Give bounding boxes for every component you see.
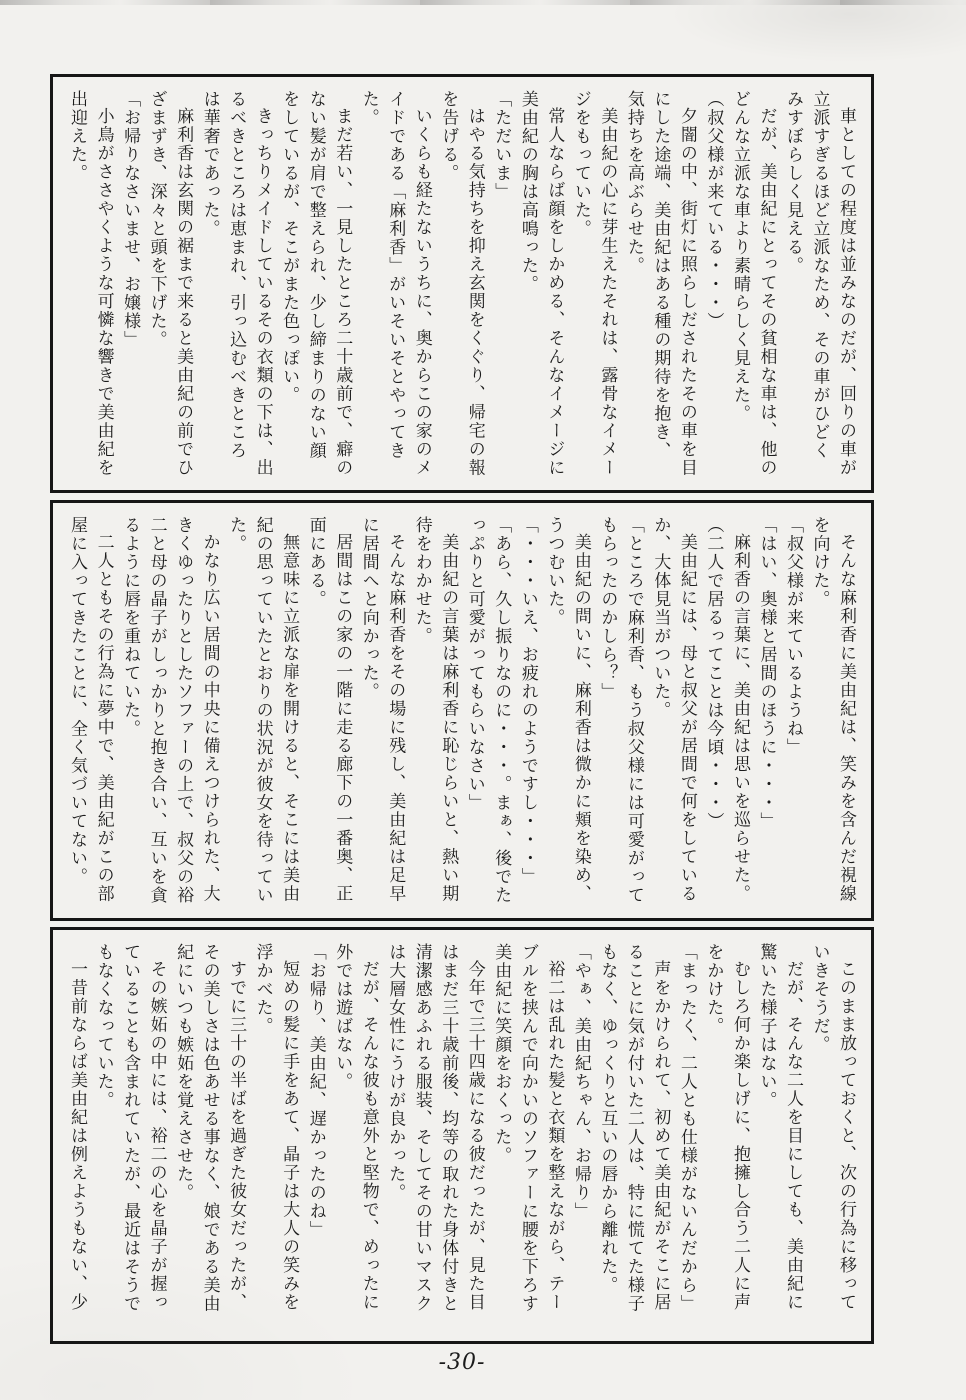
paragraph: 美由紀の心に芽生えたそれは、露骨なイメージをもっていた。: [570, 90, 618, 477]
paragraph: まだ若い、一見したところ二十歳前で、癖のない髪が肩で整えられ、少し締まりのない顔をしているが、そこがまた色っぽい。: [279, 90, 353, 477]
text-section-middle: [50, 500, 874, 921]
paragraph: むしろ何か楽しげに、抱擁し合う二人に声をかけた。: [703, 943, 750, 1312]
paragraph: 「ところで麻利香、もう叔父様には可愛がってもらったのかしら？」: [597, 516, 644, 905]
paragraph: このまま放っておくと、次の行為に移っていきそうだ。: [809, 943, 856, 1312]
paragraph: 美由紀の言葉は麻利香に恥じらいと、熱い期待をわかせた。: [411, 516, 459, 903]
scan-edge-artifact: [0, 0, 966, 5]
paragraph: 「あら、久し振りなのに・・・。まぁ、後でたっぷりと可愛がってもらいなさい」: [464, 516, 512, 905]
paragraph: その嫉妬の中には、裕二の心を晶子が握っていることも含まれていたが、最近はそうでもなくなっていた。: [93, 943, 167, 1313]
text-section-top: [50, 74, 874, 493]
paragraph: そんな麻利香に美由紀は、笑みを含んだ視線を向けた。: [809, 516, 856, 903]
paragraph: 居間はこの家の一階に走る廊下の一番奥、正面にある。: [305, 516, 353, 903]
paragraph: 「叔父様が来ているようね」: [782, 516, 803, 757]
paragraph: 二人ともその行為に夢中で、美由紀がこの部屋に入ってきたことに、全く気づいてない。: [67, 516, 114, 903]
paragraph: 「はい、奥様と居間のほうに・・・」: [756, 516, 777, 831]
paragraph: 一昔前ならば美由紀は例えようもない、少: [67, 960, 88, 1312]
paragraph: だが、そんな二人を目にしても、美由紀に驚いた様子はない。: [756, 943, 803, 1312]
paragraph: 今年で三十四歳になる彼だったが、見た目はまだ三十歳前後、均等の取れた身体付きと清潔感あふれる服装、そしてその甘いマスクは大層女性にうけが良かった。: [385, 943, 485, 1313]
paragraph: 車としての程度は並みなのだが、回りの車が立派すぎるほど立派なため、その車がひどくみすぼらしく見える。: [782, 90, 856, 477]
paragraph: いくらも経たないうちに、奥からこの家のメイドである「麻利香」がいそいそとやってきた。: [358, 90, 432, 477]
paragraph: 裕二は乱れた髪と衣類を整えながら、テーブルを挟んで向かいのソファーに腰を下ろす美由紀に笑顔をおくった。: [491, 943, 565, 1313]
paragraph: 「お帰りなさいませ、お嬢様」: [120, 90, 141, 349]
paragraph: 小鳥がささやくような可憐な響きで美由紀を出迎えた。: [67, 90, 114, 477]
paragraph: 「ただいま」: [491, 90, 512, 201]
paragraph: だが、そんな彼も意外と堅物で、めったに外では遊ばない。: [332, 943, 379, 1312]
paragraph: 無意味に立派な扉を開けると、そこには美由紀の思っていたとおりの状況が彼女を待っていた。: [226, 516, 300, 905]
paragraph: （叔父様が来ている・・・）: [703, 90, 724, 331]
paragraph: はやる気持ちを抑え玄関をくぐり、帰宅の報を告げる。: [438, 90, 485, 477]
paragraph: 「・・・いえ、お疲れのようですし・・・」: [517, 516, 538, 886]
paragraph: そんな麻利香をその場に残し、美由紀は足早に居間へと向かった。: [358, 516, 406, 903]
paragraph: （二人で居るってことは今頃・・・）: [703, 516, 724, 831]
paragraph: だが、美由紀にとってその貧相な車は、他のどんな立派な車より素晴らしく見えた。: [729, 90, 777, 477]
paragraph: 「お帰り、美由紀、遅かったのね」: [305, 943, 326, 1239]
paragraph: 「やぁ、美由紀ちゃん、お帰り」: [570, 943, 591, 1221]
paragraph: 夕闇の中、街灯に照らしだされたその車を目にした途端、美由紀はある種の期待を抱き、気持ちを高ぶらせた。: [623, 90, 697, 477]
paragraph: 短めの髪に手をあて、晶子は大人の笑みを浮かべた。: [252, 943, 300, 1312]
paragraph: かなり広い居間の中央に備えつけられた、大きくゆったりとしたソファーの上で、叔父の裕二と母の晶子がしっかりと抱き合い、互いを貪るように唇を重ねていた。: [120, 516, 220, 905]
text-section-bottom: [50, 927, 874, 1344]
paragraph: 美由紀には、母と叔父が居間で何をしているか、大体見当がついた。: [650, 516, 697, 903]
paragraph: 麻利香の言葉に、美由紀は思いを巡らせた。: [729, 533, 750, 903]
paragraph: 美由紀の問いに、麻利香は微かに頬を染め、うつむいた。: [544, 516, 591, 903]
paragraph: 常人ならば顔をしかめる、そんなイメージに美由紀の胸は高鳴った。: [517, 90, 565, 477]
paragraph: すでに三十の半ばを過ぎた彼女だったが、その美しさは色あせる事なく、娘である美由紀にいつも嫉妬を覚えさせた。: [173, 943, 247, 1313]
paragraph: 麻利香は玄関の裾まで来ると美由紀の前でひざまずき、深々と頭を下げた。: [146, 90, 194, 477]
paragraph: 「まったく、二人とも仕様がないんだから」: [676, 943, 697, 1313]
paragraph: きっちりメイドしているその衣類の下は、出るべきところは恵まれ、引っ込むべきところは華奢であった。: [199, 90, 273, 477]
page-number: -30-: [438, 1350, 486, 1375]
paragraph: 声をかけられて、初めて美由紀がそこに居ることに気が付いた二人は、特に慌てた様子もなく、ゆっくりと互いの唇から離れた。: [597, 943, 671, 1313]
